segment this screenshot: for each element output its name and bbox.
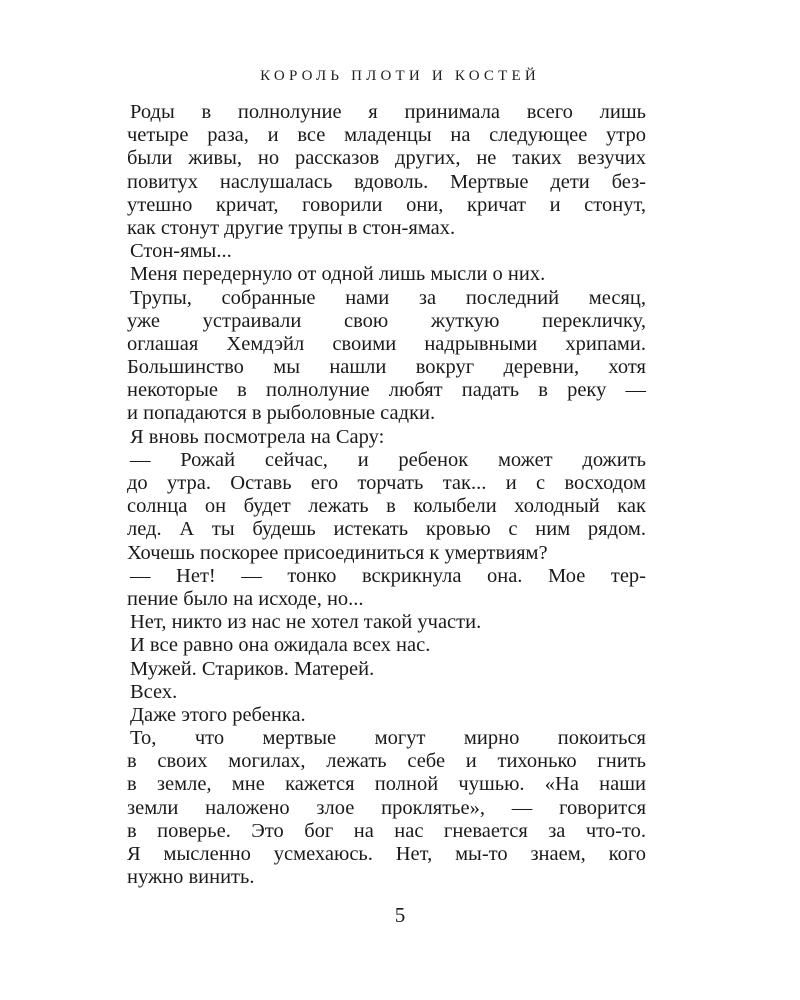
text-line: Трупы, собранные нами за последний месяц, (130, 286, 646, 309)
text-line: Всех. (130, 680, 178, 703)
text-line: в своих могилах, лежать себе и тихонько гнить (127, 750, 646, 773)
text-line: в земле, мне кажется полной чушью. «На наши (127, 773, 646, 796)
text-line: Стон-ямы... (130, 240, 232, 263)
text-line: повитух наслушалась вдоволь. Мертвые дети без- (127, 170, 646, 193)
text-line: оглашая Хемдэйл своими надрывными хрипами. (127, 332, 646, 355)
text-line: как стонут другие трупы в стон-ямах. (127, 216, 456, 239)
body-text (127, 101, 646, 889)
text-line: Нет, никто из нас не хотел такой участи. (130, 611, 482, 634)
text-line: Большинство мы нашли вокруг деревни, хотя (127, 356, 646, 379)
running-header: КОРОЛЬ ПЛОТИ И КОСТЕЙ (260, 68, 540, 84)
text-line: Даже этого ребенка. (130, 703, 306, 726)
text-line: четыре раза, и все младенцы на следующее утро (127, 124, 646, 147)
text-line: Роды в полнолуние я принимала всего лишь (130, 101, 646, 123)
text-line: лед. А ты будешь истекать кровью с ним рядом. (127, 518, 646, 541)
text-line: солнца он будет лежать в колыбели холодный как (127, 495, 646, 518)
text-line: до утра. Оставь его торчать так... и с восходом (127, 472, 646, 494)
text-line: были живы, но рассказов других, не таких везучих (127, 147, 646, 170)
text-line: нужно винить. (127, 866, 255, 889)
text-line: земли наложено злое проклятье», — говорится (127, 796, 646, 819)
text-line: утешно кричат, говорили они, кричат и стонут, (127, 193, 646, 216)
text-line: Меня передернуло от одной лишь мысли о них. (130, 263, 546, 286)
text-line: уже устраивали свою жуткую перекличку, (127, 309, 646, 332)
page-number: 5 (394, 903, 406, 927)
text-line: Хочешь поскорее присоединиться к умертвиям? (127, 541, 548, 564)
text-line: Мужей. Стариков. Матерей. (130, 657, 375, 680)
text-line: пение было на исходе, но... (127, 587, 364, 610)
text-line: И все равно она ожидала всех нас. (130, 634, 431, 657)
text-line: в поверье. Это бог на нас гневается за что-то. (127, 819, 646, 842)
text-line: Я вновь посмотрела на Сару: (130, 425, 385, 448)
text-line: — Рожай сейчас, и ребенок может дожить (130, 448, 646, 471)
text-line: — Нет! — тонко вскрикнула она. Мое тер- (130, 564, 646, 587)
text-line: То, что мертвые могут мирно покоиться (130, 727, 646, 750)
text-line: некоторые в полнолуние любят падать в реку — (127, 379, 646, 402)
text-line: и попадаются в рыболовные садки. (127, 402, 436, 425)
text-line: Я мысленно усмехаюсь. Нет, мы-то знаем, кого (127, 843, 646, 865)
